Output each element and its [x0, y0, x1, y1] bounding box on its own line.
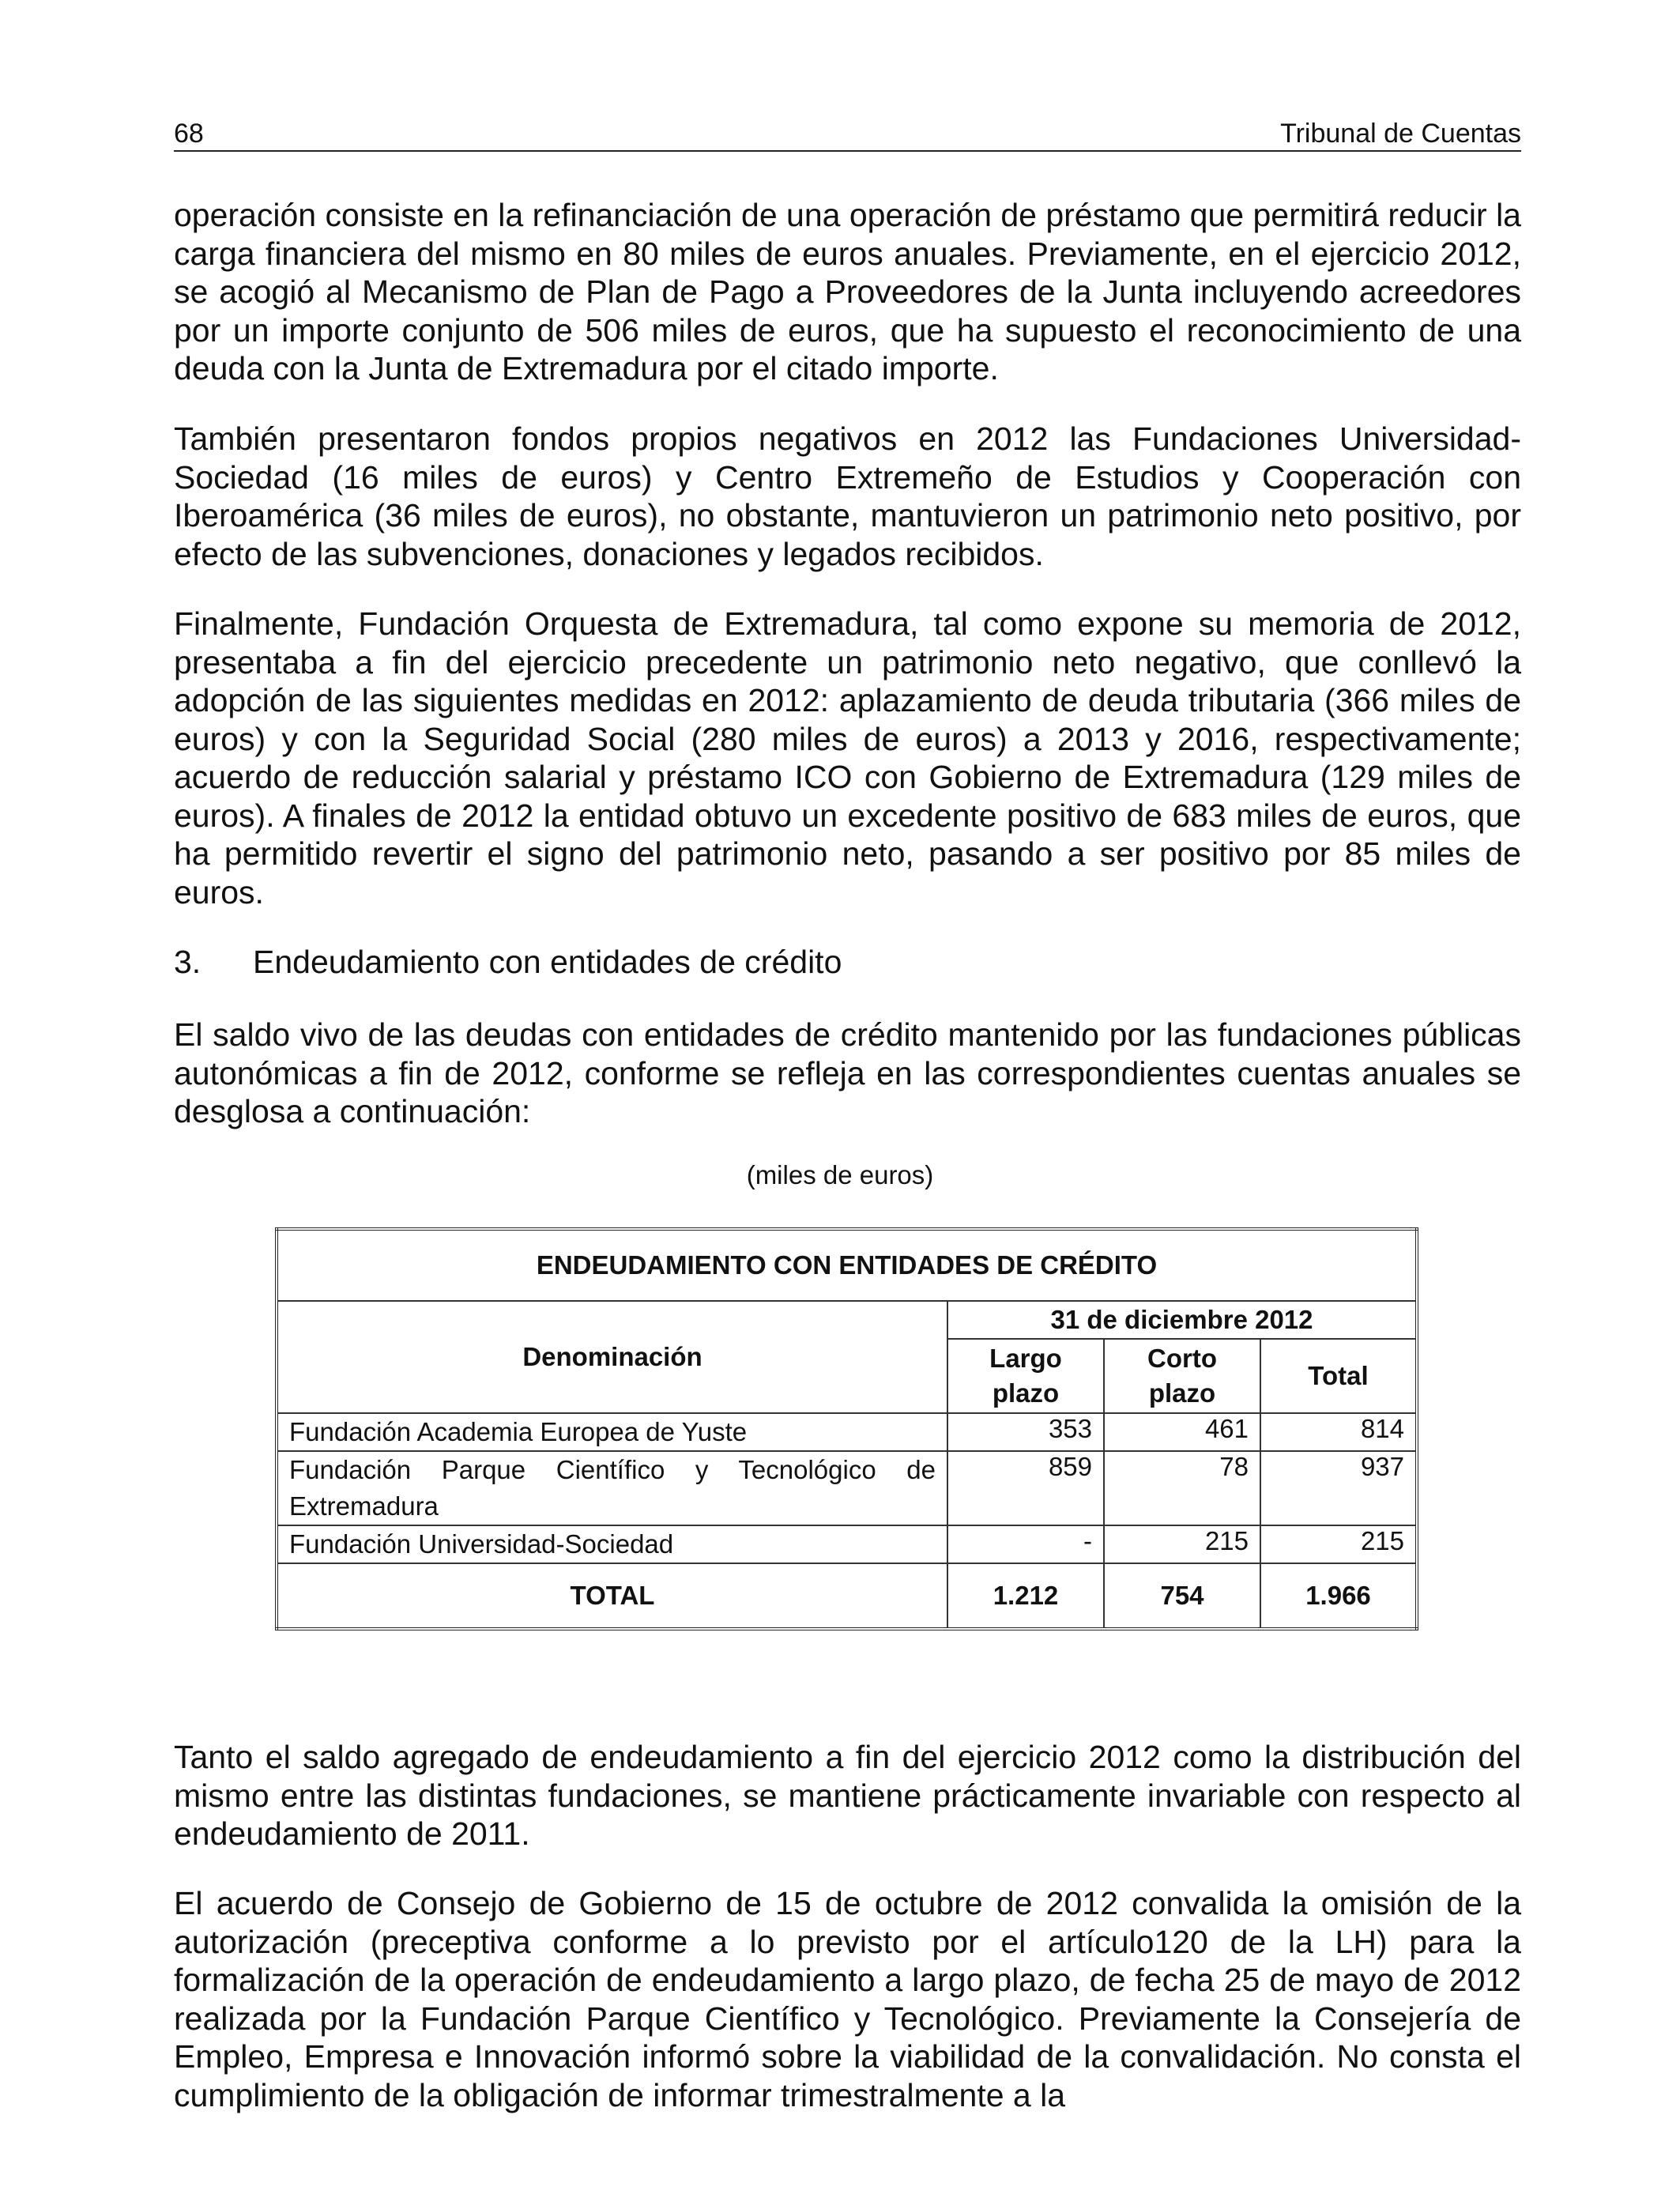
row-name: Fundación Parque Científico y Tecnológico de Extremadura [277, 1451, 947, 1525]
table-title: ENDEUDAMIENTO CON ENTIDADES DE CRÉDITO [277, 1229, 1417, 1301]
column-header-corto-line1: Corto [1147, 1344, 1217, 1373]
table-row [277, 1451, 1417, 1525]
section-number: 3. [174, 944, 202, 980]
column-header-date: 31 de diciembre 2012 [947, 1301, 1417, 1339]
column-header-largo-plazo [947, 1339, 1104, 1413]
row-largo-plazo: 353 [947, 1413, 1104, 1451]
column-header-total: Total [1260, 1339, 1417, 1413]
section-title: Endeudamiento con entidades de crédito [253, 944, 842, 980]
total-label: TOTAL [277, 1563, 947, 1629]
row-name: Fundación Academia Europea de Yuste [277, 1413, 947, 1451]
table-row [277, 1413, 1417, 1451]
paragraph-3: Finalmente, Fundación Orquesta de Extremadura, tal como expone su memoria de 2012, presentaba a fin del ejercicio precedente un patrimonio neto negativo, que conllevó la adopción de las siguientes medidas en 2012: aplazamiento de deuda tributaria (366 miles de euros) y con la Seguridad Social (280 miles de euros) a 2013 y 2016, respectivamente; acuerdo de reducción salarial y préstamo ICO con Gobierno de Extremadura (129 miles de euros). A finales de 2012 la entidad obtuvo un excedente positivo de 683 miles de euros, que ha permitido revertir el signo del patrimonio neto, pasando a ser positivo por 85 miles de euros. [174, 605, 1521, 910]
table-title-row [277, 1229, 1417, 1301]
paragraph-1: operación consiste en la refinanciación de una operación de préstamo que permitirá reducir la carga financiera del mismo en 80 miles de euros anuales. Previamente, en el ejercicio 2012, se acogió al Mecanismo de Plan de Pago a Proveedores de la Junta incluyendo acreedores por un importe conjunto de 506 miles de euros, que ha supuesto el reconocimiento de una deuda con la Junta de Extremadura por el citado importe. [174, 197, 1521, 386]
row-largo-plazo: 859 [947, 1451, 1104, 1525]
total-corto-plazo: 754 [1104, 1563, 1260, 1629]
row-total: 937 [1260, 1451, 1417, 1525]
table-header-row [277, 1301, 1417, 1339]
debt-table [275, 1227, 1418, 1630]
section-heading [174, 943, 842, 981]
row-corto-plazo: 461 [1104, 1413, 1260, 1451]
paragraph-2: También presentaron fondos propios negativos en 2012 las Fundaciones Universidad-Sociedad (16 miles de euros) y Centro Extremeño de Estudios y Cooperación con Iberoamérica (36 miles de euros), no obstante, mantuvieron un patrimonio neto positivo, por efecto de las subvenciones, donaciones y legados recibidos. [174, 420, 1521, 572]
paragraph-5: Tanto el saldo agregado de endeudamiento a fin del ejercicio 2012 como la distribución del mismo entre las distintas fundaciones, se mantiene prácticamente invariable con respecto al endeudamiento de 2011. [174, 1739, 1521, 1852]
column-header-largo-line1: Largo [989, 1344, 1062, 1373]
column-header-corto-line2: plazo [1148, 1378, 1216, 1408]
running-title: Tribunal de Cuentas [1280, 119, 1521, 149]
table-row [277, 1525, 1417, 1563]
paragraph-6: El acuerdo de Consejo de Gobierno de 15 de octubre de 2012 convalida la omisión de la autorización (preceptiva conforme a lo previsto por el artículo120 de la LH) para la formalización de la operación de endeudamiento a largo plazo, de fecha 25 de mayo de 2012 realizada por la Fundación Parque Científico y Tecnológico. Previamente la Consejería de Empleo, Empresa e Innovación informó sobre la viabilidad de la convalidación. No consta el cumplimiento de la obligación de informar trimestralmente a la [174, 1885, 1521, 2113]
row-total: 215 [1260, 1525, 1417, 1563]
column-header-largo-line2: plazo [992, 1378, 1060, 1408]
page-header [174, 115, 1521, 152]
total-total: 1.966 [1260, 1563, 1417, 1629]
column-header-corto-plazo [1104, 1339, 1260, 1413]
table-units-note: (miles de euros) [746, 1160, 934, 1189]
row-corto-plazo: 215 [1104, 1525, 1260, 1563]
row-largo-plazo: - [947, 1525, 1104, 1563]
paragraph-4: El saldo vivo de las deudas con entidades de crédito mantenido por las fundaciones públicas autonómicas a fin de 2012, conforme se refleja en las correspondientes cuentas anuales se desglosa a continuación: [174, 1016, 1521, 1129]
page-number: 68 [174, 119, 204, 149]
column-header-denominacion: Denominación [277, 1301, 947, 1413]
table-total-row [277, 1563, 1417, 1629]
row-corto-plazo: 78 [1104, 1451, 1260, 1525]
row-total: 814 [1260, 1413, 1417, 1451]
total-largo-plazo: 1.212 [947, 1563, 1104, 1629]
row-name: Fundación Universidad-Sociedad [277, 1525, 947, 1563]
